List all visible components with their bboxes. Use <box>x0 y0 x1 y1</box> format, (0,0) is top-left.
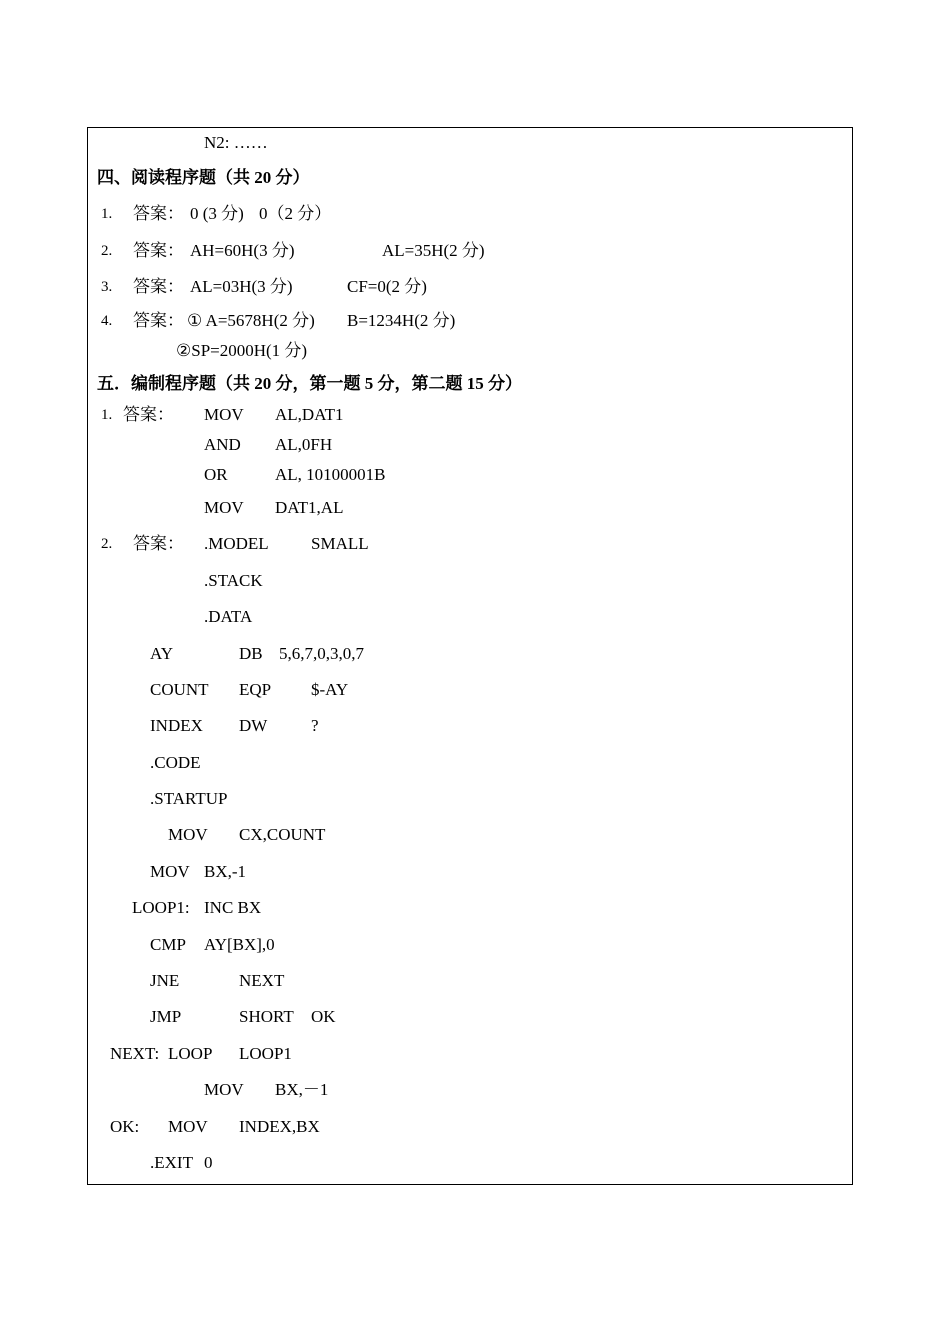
s4-q1-label: 答案： <box>133 204 184 223</box>
model-directive: .MODEL <box>204 534 269 553</box>
s4-q4-answer-a: ① A=5678H(2 分) <box>187 311 315 330</box>
count-arg: $-AY <box>311 680 349 699</box>
s4-q4-answer-b: B=1234H(2 分) <box>347 311 456 330</box>
ay-op: DB <box>239 644 263 663</box>
s4-q2-answer-a: AH=60H(3 分) <box>190 241 295 260</box>
l8-arg: BX,－1 <box>275 1080 329 1099</box>
s5-q1-line3-op: OR <box>204 465 228 484</box>
index-arg: ? <box>311 716 319 735</box>
stack-directive: .STACK <box>204 571 263 590</box>
s5-q1-line4-op: MOV <box>204 498 244 517</box>
s4-q1-answer-b: 0（2 分） <box>259 204 332 223</box>
s5-q2-num: 2. <box>101 536 113 552</box>
s4-q1-num: 1. <box>101 206 113 222</box>
l3-label: LOOP1: <box>132 898 190 917</box>
s4-q4-answer-c: ②SP=2000H(1 分) <box>176 341 308 360</box>
s5-q1-line3-arg: AL, 10100001B <box>275 465 386 484</box>
l4-arg: AY[BX],0 <box>204 935 275 954</box>
l6-op: JMP <box>150 1007 182 1026</box>
section4-title: 四、阅读程序题（共 20 分） <box>97 168 310 187</box>
s5-q1-line1-op: MOV <box>204 405 244 424</box>
s4-q2-label: 答案： <box>133 241 184 260</box>
index-op: DW <box>239 716 268 735</box>
s4-q1-answer-a: 0 (3 分) <box>190 204 244 223</box>
s5-q1-line2-op: AND <box>204 435 241 454</box>
s4-q2-answer-b: AL=35H(2 分) <box>382 241 485 260</box>
s4-q3-num: 3. <box>101 279 113 295</box>
s4-q3-answer-b: CF=0(2 分) <box>347 277 427 296</box>
s5-q1-line2-arg: AL,0FH <box>275 435 333 454</box>
s5-q1-line1-arg: AL,DAT1 <box>275 405 344 424</box>
l2-arg: BX,-1 <box>204 862 247 881</box>
l4-op: CMP <box>150 935 186 954</box>
l3-op: INC BX <box>204 898 262 917</box>
ay-name: AY <box>150 644 173 663</box>
l1-arg: CX,COUNT <box>239 825 326 844</box>
code-directive: .CODE <box>150 753 201 772</box>
l8-op: MOV <box>204 1080 244 1099</box>
l5-arg: NEXT <box>239 971 285 990</box>
l7-arg: LOOP1 <box>239 1044 292 1063</box>
count-op: EQP <box>239 680 272 699</box>
s4-q4-num: 4. <box>101 313 113 329</box>
data-directive: .DATA <box>204 607 253 626</box>
s5-q1-num: 1. <box>101 407 113 423</box>
l5-op: JNE <box>150 971 180 990</box>
count-name: COUNT <box>150 680 209 699</box>
s4-q2-num: 2. <box>101 243 113 259</box>
header-line: N2: …… <box>204 133 268 152</box>
s4-q3-answer-a: AL=03H(3 分) <box>190 277 293 296</box>
s4-q4-label: 答案： <box>133 311 184 330</box>
l2-op: MOV <box>150 862 190 881</box>
l9-arg: INDEX,BX <box>239 1117 320 1136</box>
s5-q1-line4-arg: DAT1,AL <box>275 498 344 517</box>
l6-arg2: OK <box>311 1007 336 1026</box>
s4-q3-label: 答案： <box>133 277 184 296</box>
section5-title: 五．编制程序题（共 20 分，第一题 5 分，第二题 15 分） <box>97 374 522 393</box>
l10-arg: 0 <box>204 1153 213 1172</box>
index-name: INDEX <box>150 716 203 735</box>
s5-q1-label: 答案： <box>123 405 174 424</box>
s5-q2-label: 答案： <box>133 534 184 553</box>
l9-label: OK: <box>110 1117 140 1136</box>
l6-arg: SHORT <box>239 1007 294 1026</box>
model-small: SMALL <box>311 534 369 553</box>
l9-op: MOV <box>168 1117 208 1136</box>
l1-op: MOV <box>168 825 208 844</box>
l7-op: LOOP <box>168 1044 213 1063</box>
ay-arg: 5,6,7,0,3,0,7 <box>279 644 364 663</box>
l7-label: NEXT: <box>110 1044 160 1063</box>
startup-directive: .STARTUP <box>150 789 228 808</box>
l10-op: .EXIT <box>150 1153 193 1172</box>
